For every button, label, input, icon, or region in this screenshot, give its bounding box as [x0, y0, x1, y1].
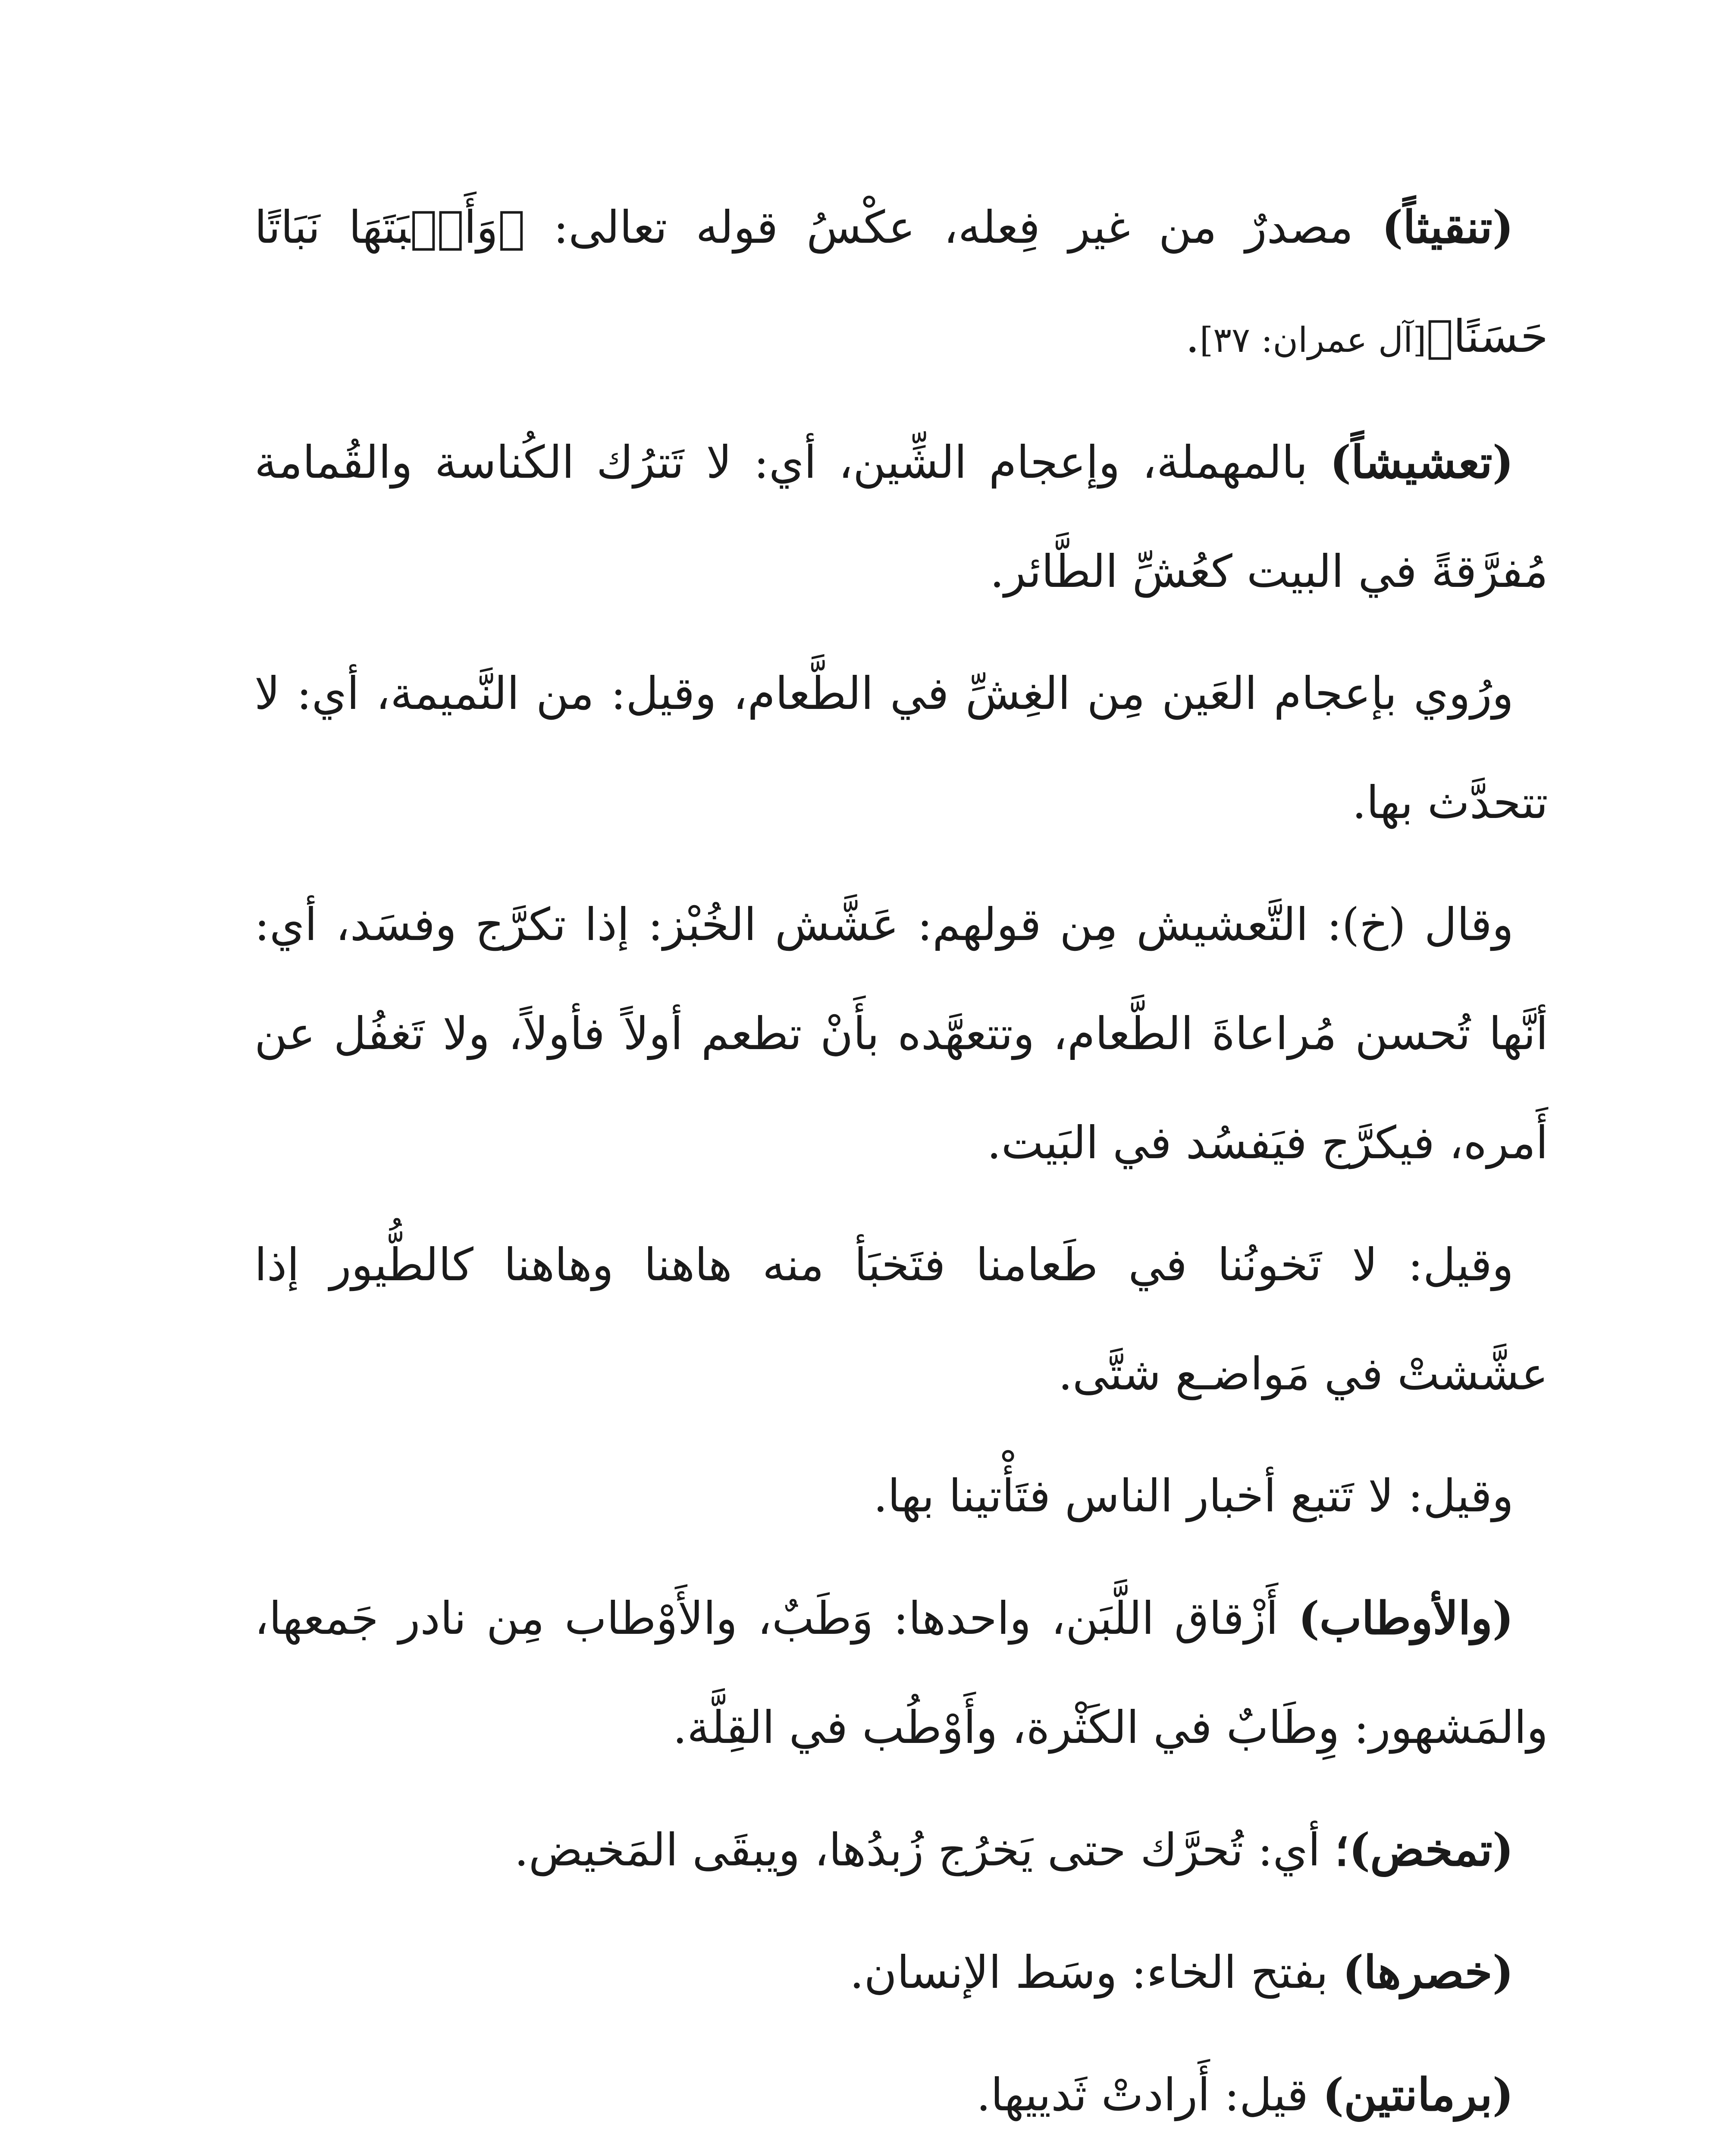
- paragraph-text: قيل: أَرادتْ ثَدييها.: [976, 2068, 1323, 2121]
- term-awtab: (والأوطاب): [1298, 1592, 1514, 1645]
- main-text: [254, 172, 1548, 2156]
- paragraph-text: وقيل: لا تَتبع أخبار الناس فتَأْتينا بها.: [873, 1470, 1514, 1522]
- term-khasr: (خصرها): [1342, 1946, 1514, 1999]
- paragraph-akhbar: [254, 1442, 1548, 1551]
- paragraph-text: بالمهملة، وإعجام الشِّين، أي: لا تَترُك الكُناسة والقُمامة مُفرَّقةً في البيت كعُشِّ الطَّائر.: [254, 436, 1548, 598]
- term-tamkhud: (تمخض)؛: [1334, 1823, 1514, 1876]
- paragraph-awtab: [254, 1564, 1548, 1782]
- term-rummanatayn: (برمانتين): [1322, 2068, 1514, 2121]
- paragraph-khasr: [254, 1918, 1548, 2027]
- term-tanqith: (تنقيثاً): [1382, 201, 1514, 254]
- paragraph-ghish: [254, 639, 1548, 857]
- verse-reference: [آل عمران: ٣٧]: [1199, 320, 1427, 360]
- paragraph-rummanatayn: [254, 2040, 1548, 2150]
- paragraph-text: ورُوي بإعجام العَين مِن الغِشِّ في الطَّعام، وقيل: من النَّميمة، أي: لا تتحدَّث بها.: [254, 667, 1548, 829]
- paragraph-tamkhud: [254, 1795, 1548, 1905]
- paragraph-text: أي: تُحرَّك حتى يَخرُج زُبدُها، ويبقَى المَخيض.: [514, 1824, 1335, 1876]
- paragraph-khiyana: [254, 1210, 1548, 1429]
- paragraph-taashish: [254, 407, 1548, 626]
- paragraph-text: وقيل: لا تَخونُنا في طَعامنا فتَخبَأ منه هاهنا وهاهنا كالطُّيور إذا عشَّشتْ في مَواضـع شتَّى.: [254, 1238, 1548, 1400]
- paragraph-text: أَزْقاق اللَّبَن، واحدها: وَطَبٌ، والأَوْطاب مِن نادر جَمعها، والمَشهور: وِطَابٌ في الكَثْرة، وأَوْطُب في القِلَّة.: [254, 1592, 1548, 1754]
- paragraph-end: .: [1185, 310, 1200, 363]
- term-taashish: (تعشيشاً): [1330, 436, 1514, 489]
- paragraph-tanqith: [254, 172, 1548, 395]
- paragraph-text: وقال (خ): التَّعشيش مِن قولهم: عَشَّش الخُبْز: إذا تكرَّج وفسَد، أي: أنَّها تُحسن مُراعاةَ الطَّعام، وتتعهَّده بأَنْ تطعم أولاً فأولاً، ولا تَغفُل عن أَمره، فيكرَّج فيَفسُد في البَيت.: [254, 898, 1548, 1169]
- paragraph-text: بفتح الخاء: وسَط الإنسان.: [850, 1946, 1343, 1999]
- quran-verse: ﴿وَأَنۢبَتَهَا نَبَاتًا حَسَنًا﴾: [254, 201, 1548, 363]
- paragraph-khattabi: [254, 870, 1548, 1197]
- paragraph-text: مصدرٌ من غير فِعله، عكْسُ قوله تعالى:: [525, 201, 1382, 254]
